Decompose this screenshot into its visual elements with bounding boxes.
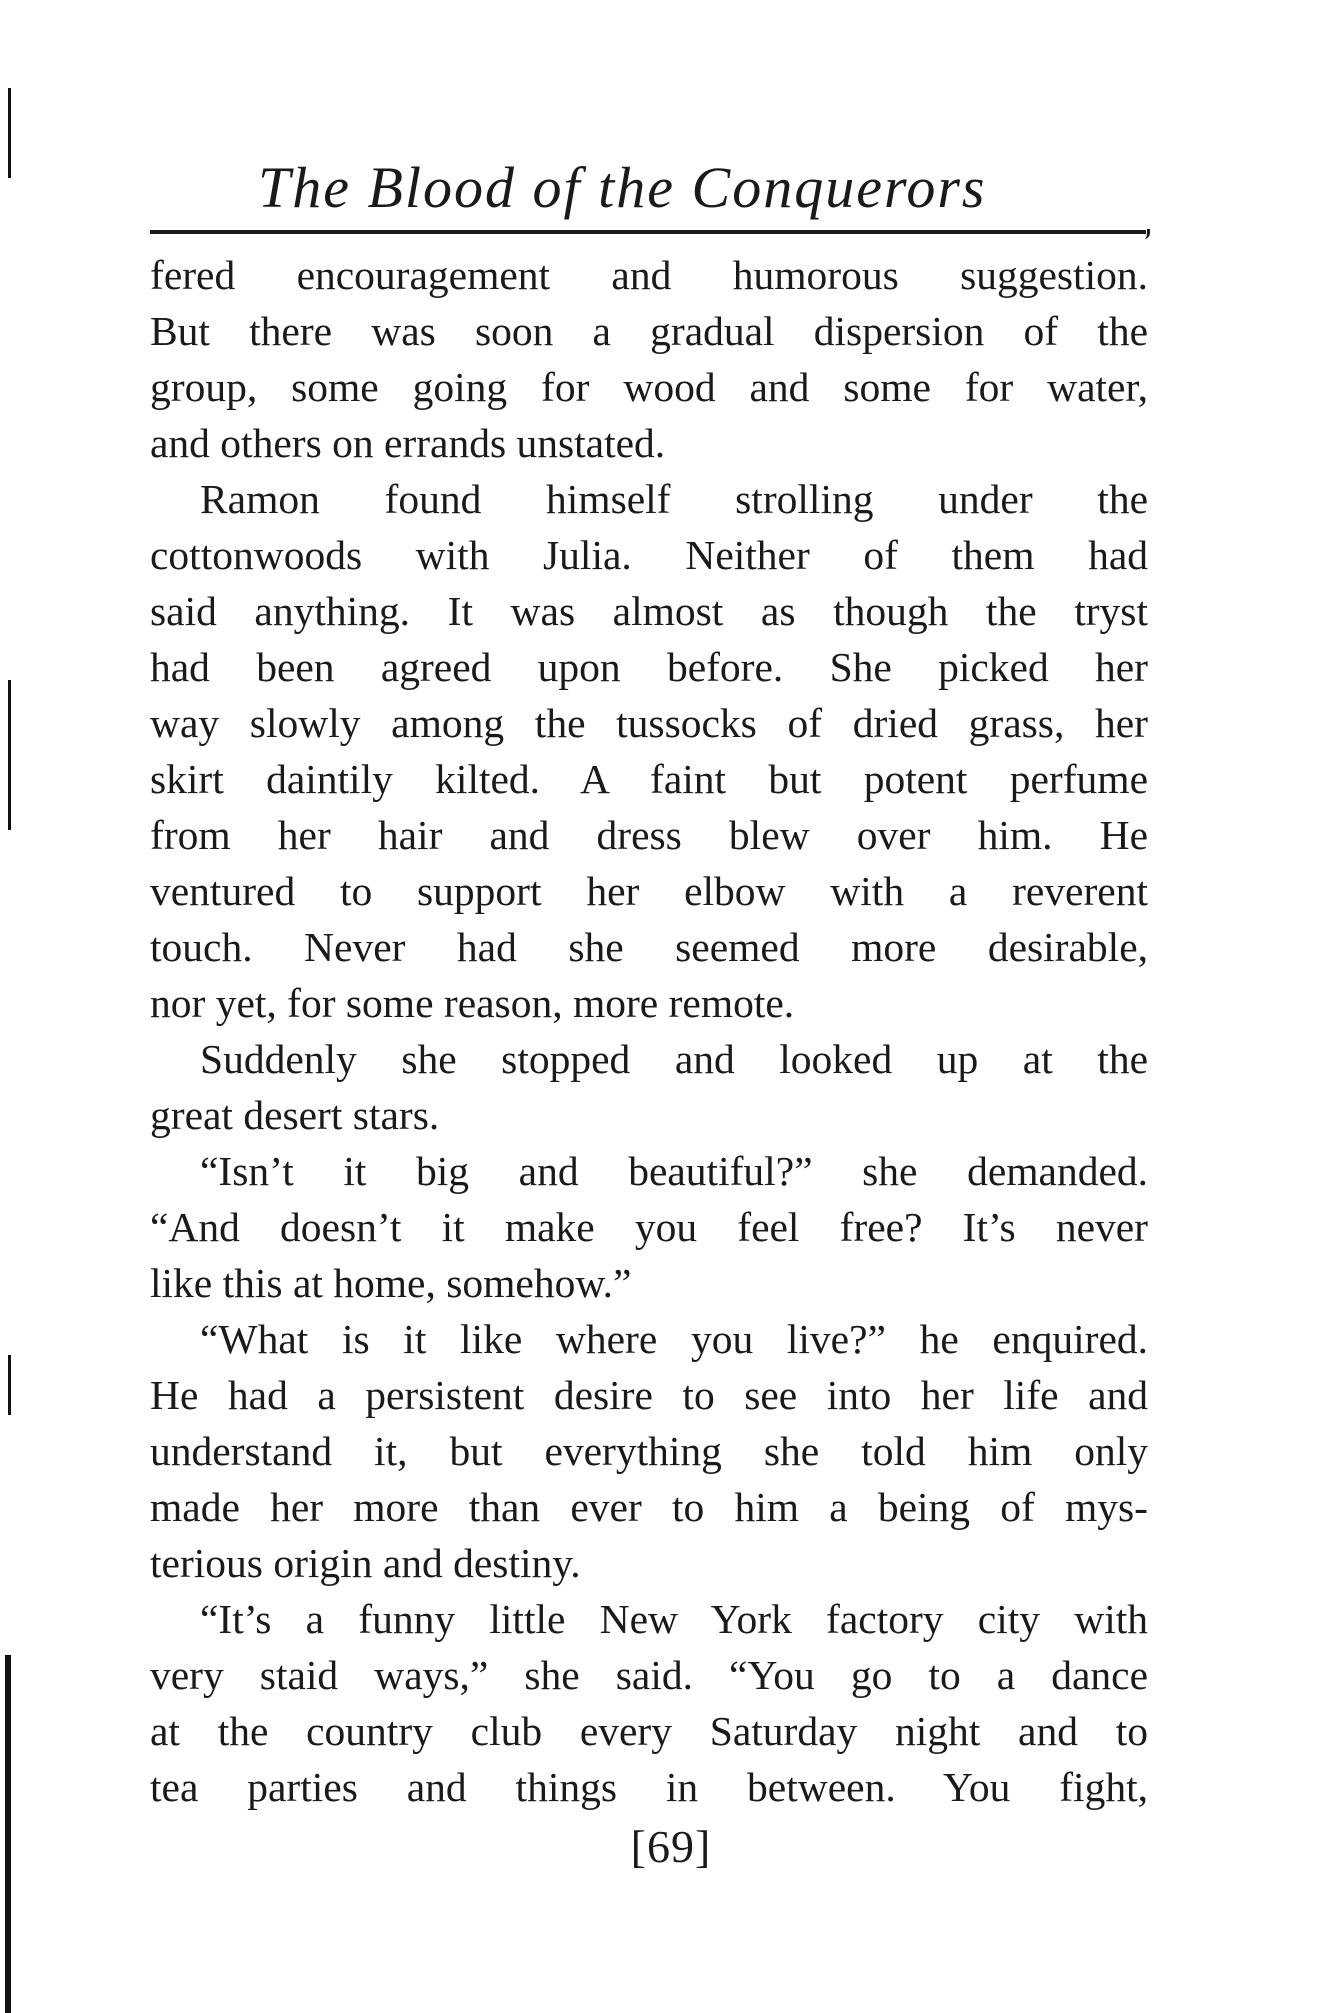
text-line: fered encouragement and humorous suggestion.	[150, 252, 1148, 298]
text-line: Ramon found himself strolling under the	[200, 476, 1148, 522]
scan-edge-mark	[8, 1355, 11, 1415]
running-head	[150, 148, 1150, 232]
text-line: nor yet, for some reason, more remote.	[150, 980, 795, 1026]
text-line: “It’s a funny little New York factory city with	[200, 1596, 1148, 1642]
text-line: “What is it like where you live?” he enquired.	[200, 1316, 1148, 1362]
text-line: “Isn’t it big and beautiful?” she demanded.	[200, 1148, 1148, 1194]
text-line: touch. Never had she seemed more desirable,	[150, 924, 1148, 970]
header-rule	[150, 230, 1146, 234]
scan-edge-mark	[8, 680, 11, 830]
text-line: and others on errands unstated.	[150, 420, 666, 466]
body-text	[150, 247, 1148, 1815]
text-line: said anything. It was almost as though the tryst	[150, 588, 1148, 634]
text-line: terious origin and destiny.	[150, 1540, 581, 1586]
page-number: [69]	[630, 1821, 712, 1872]
text-line: tea parties and things in between. You fight,	[150, 1764, 1148, 1810]
scan-edge-mark	[5, 1655, 11, 2013]
text-line: way slowly among the tussocks of dried grass, her	[150, 700, 1148, 746]
text-line: great desert stars.	[150, 1092, 440, 1138]
text-line: had been agreed upon before. She picked her	[150, 644, 1148, 690]
text-line: Suddenly she stopped and looked up at the	[200, 1036, 1148, 1082]
text-line: cottonwoods with Julia. Neither of them had	[150, 532, 1148, 578]
scan-edge-mark	[8, 88, 11, 178]
text-line: ventured to support her elbow with a reverent	[150, 868, 1148, 914]
text-line: skirt daintily kilted. A faint but potent perfume	[150, 756, 1148, 802]
text-line: He had a persistent desire to see into her life and	[150, 1372, 1148, 1418]
running-title: The Blood of the Conquerors	[258, 155, 987, 220]
text-line: from her hair and dress blew over him. He	[150, 812, 1148, 858]
text-line: at the country club every Saturday night and to	[150, 1708, 1148, 1754]
text-line: made her more than ever to him a being of mys-	[150, 1484, 1148, 1530]
text-line: understand it, but everything she told him only	[150, 1428, 1148, 1474]
text-line: very staid ways,” she said. “You go to a dance	[150, 1652, 1148, 1698]
text-line: “And doesn’t it make you feel free? It’s never	[150, 1204, 1148, 1250]
text-line: like this at home, somehow.”	[150, 1260, 632, 1306]
text-line: group, some going for wood and some for water,	[150, 364, 1148, 410]
text-line: But there was soon a gradual dispersion of the	[150, 308, 1148, 354]
